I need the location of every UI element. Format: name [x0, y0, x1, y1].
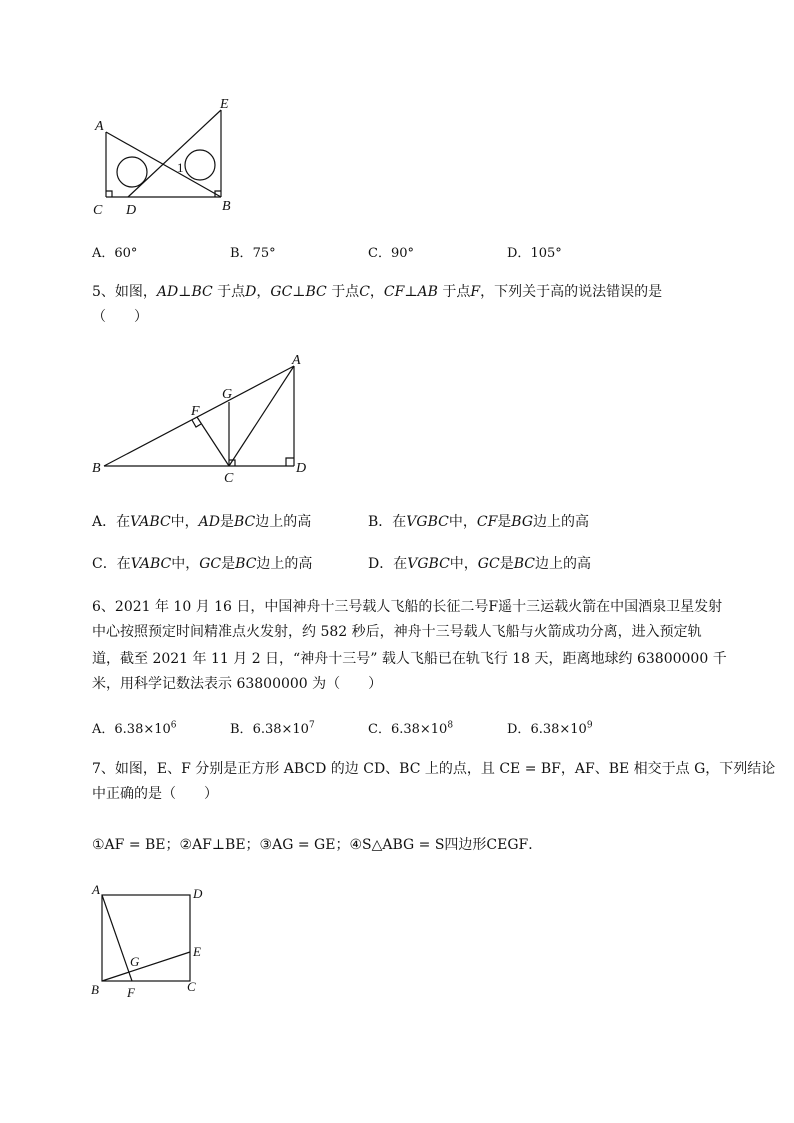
label-G: G	[130, 954, 140, 969]
q6-option-c[interactable]: C．$6.38\times 10^8$	[368, 720, 454, 737]
segment-AC	[229, 366, 294, 466]
square-ABCD	[102, 895, 190, 981]
q6-option-a[interactable]: A．$6.38\times 10^6$	[92, 720, 177, 737]
label-C: C	[187, 979, 196, 994]
label-A: A	[292, 353, 301, 368]
q6-option-b[interactable]: B．$6.38\times 10^7$	[230, 720, 315, 737]
q5-stem: 5、如图，AD⊥BC 于点D，GC⊥BC 于点C，CF⊥AB 于点F，下列关于高的说法错误的是	[92, 284, 663, 300]
q7-conclusions: ①AF = BE；②AF⊥BE；③AG = GE；④S△ABG = S四边形CEGF．	[92, 837, 543, 853]
figure-question-7	[88, 880, 218, 1005]
q7-line-1: 7、如图，E、F 分别是正方形 ABCD 的边 CD、BC 上的点，且 CE = BF，AF、BE 相交于点 G，下列结论	[92, 761, 776, 777]
q6-option-d[interactable]: D．$6.38\times 10^9$	[507, 720, 593, 737]
circle-left	[117, 157, 147, 187]
right-angle-C	[106, 191, 112, 197]
label-D: D	[126, 203, 137, 218]
segment-CF	[197, 417, 229, 466]
label-C: C	[224, 471, 234, 486]
q5-option-a[interactable]: A．在VABC中，AD是BC边上的高	[92, 514, 312, 530]
label-B: B	[92, 461, 101, 476]
q6-line-1: 6、2021 年 10 月 16 日，中国神舟十三号载人飞船的长征二号F遥十三运载火箭在中国酒泉卫星发射	[92, 599, 723, 615]
label-G: G	[222, 387, 233, 402]
q6-line-2: 中心按照预定时间精准点火发射，约 582 秒后，神舟十三号载人飞船与火箭成功分离，进入预定轨	[92, 624, 702, 640]
q6-line-4: 米，用科学记数法表示 63800000 为（ ）	[92, 676, 383, 692]
q5-option-d[interactable]: D．在VGBC中，GC是BC边上的高	[368, 556, 591, 572]
right-angle-D	[286, 458, 294, 466]
label-E: E	[193, 944, 201, 959]
circle-right	[185, 150, 215, 180]
q4-option-c[interactable]: C．90°	[368, 246, 414, 261]
figure-question-5	[88, 352, 318, 487]
label-B: B	[222, 199, 231, 214]
label-D: D	[296, 461, 307, 476]
label-A: A	[95, 119, 104, 134]
q4-option-b[interactable]: B．75°	[230, 246, 276, 261]
q4-option-d[interactable]: D．105°	[507, 246, 562, 261]
q4-option-a[interactable]: A．60°	[92, 246, 138, 261]
label-F: F	[127, 985, 135, 1000]
label-B: B	[91, 982, 99, 997]
segment-BE	[102, 952, 190, 981]
q5-bracket: （ ）	[92, 309, 148, 325]
q6-line-3: 道，截至 2021 年 11 月 2 日，“神舟十三号” 载人飞船已在轨飞行 18 天，距离地球约 63800000 千	[92, 651, 727, 667]
label-E: E	[220, 97, 229, 112]
figure-question-4	[88, 92, 248, 222]
q5-option-b[interactable]: B．在VGBC中，CF是BG边上的高	[368, 514, 590, 530]
label-F: F	[191, 404, 200, 419]
segment-AF	[102, 895, 132, 981]
label-C: C	[93, 203, 103, 218]
label-angle-1: 1	[177, 160, 184, 175]
q7-line-2: 中正确的是（ ）	[92, 786, 218, 802]
label-D: D	[193, 886, 203, 901]
label-A: A	[92, 882, 100, 897]
q5-option-c[interactable]: C．在VABC中，GC是BC边上的高	[92, 556, 313, 572]
